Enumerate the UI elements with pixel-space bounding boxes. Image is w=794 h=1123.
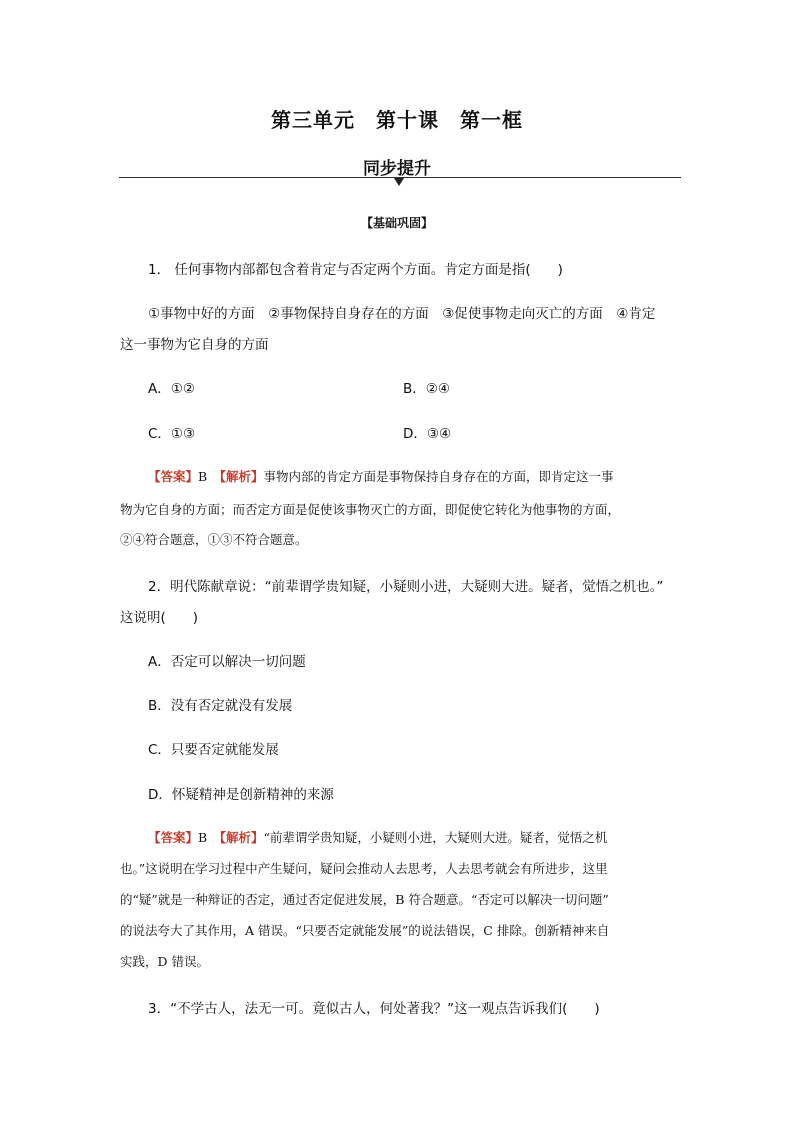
question-2-option-d: D．怀疑精神是创新精神的来源 bbox=[148, 787, 334, 803]
question-2-option-b: B．没有否定就没有发展 bbox=[148, 698, 293, 714]
question-1-items-line-1: ①事物中好的方面 ②事物保持自身存在的方面 ③促使事物走向灭亡的方面 ④肯定 bbox=[148, 306, 656, 322]
triangle-down-icon bbox=[394, 178, 404, 186]
answer-tag: 【答案】 bbox=[148, 830, 199, 845]
answer-value: B bbox=[198, 469, 208, 484]
question-3-stem: 3．“不学古人，法无一可。竟似古人，何处著我？”这一观点告诉我们( ) bbox=[148, 1001, 600, 1017]
analysis-tag: 【解析】 bbox=[219, 469, 264, 484]
analysis-tag: 【解析】 bbox=[219, 830, 264, 845]
question-2-analysis-line-3: 的“疑”就是一种辩证的否定，通过否定促进发展，B 符合题意。“否定可以解决一切问题” bbox=[120, 892, 609, 907]
question-1-analysis-line-3: ②④符合题意，①③不符合题意。 bbox=[120, 532, 308, 547]
section-heading: 同步提升 bbox=[363, 159, 431, 179]
question-2-analysis-line-4: 的说法夸大了其作用，A 错误。“只要否定就能发展”的说法错误，C 排除。创新精神来自 bbox=[120, 923, 610, 938]
question-2-answer-line-1 bbox=[148, 828, 607, 846]
question-2-option-c: C．只要否定就能发展 bbox=[148, 742, 279, 758]
analysis-text: 事物内部的肯定方面是事物保持自身存在的方面，即肯定这一事 bbox=[263, 469, 614, 484]
question-2-stem-line-2: 这说明( ) bbox=[120, 610, 199, 626]
question-1-answer-line-1 bbox=[148, 467, 614, 485]
question-1-option-c: C．①③ bbox=[148, 426, 196, 442]
question-1-option-b: B．②④ bbox=[403, 381, 450, 397]
analysis-text: “前辈谓学贵知疑，小疑则小进，大疑则大进。疑者，觉悟之机 bbox=[263, 830, 608, 845]
question-2-stem-line-1: 2．明代陈献章说：“前辈谓学贵知疑，小疑则小进，大疑则大进。疑者，觉悟之机也。” bbox=[148, 579, 664, 595]
question-1-analysis-line-2: 物为它自身的方面；而否定方面是促使该事物灭亡的方面，即促使它转化为他事物的方面， bbox=[120, 502, 621, 517]
question-1-option-d: D．③④ bbox=[403, 426, 452, 442]
answer-value: B bbox=[198, 830, 208, 845]
answer-tag: 【答案】 bbox=[148, 469, 199, 484]
question-2-analysis-line-2: 也。”这说明在学习过程中产生疑问，疑问会推动人去思考，人去思考就会有所进步，这里 bbox=[120, 861, 608, 876]
question-1-stem: 1． 任何事物内部都包含着肯定与否定两个方面。肯定方面是指( ) bbox=[148, 262, 563, 278]
question-1-option-a: A．①② bbox=[148, 381, 195, 397]
question-2-option-a: A．否定可以解决一切问题 bbox=[148, 654, 306, 670]
question-1-items-line-2: 这一事物为它自身的方面 bbox=[120, 337, 269, 353]
page-title: 第三单元 第十课 第一框 bbox=[271, 108, 523, 132]
question-2-analysis-line-5: 实践，D 错误。 bbox=[120, 954, 209, 969]
subsection-heading: 【基础巩固】 bbox=[360, 216, 433, 230]
